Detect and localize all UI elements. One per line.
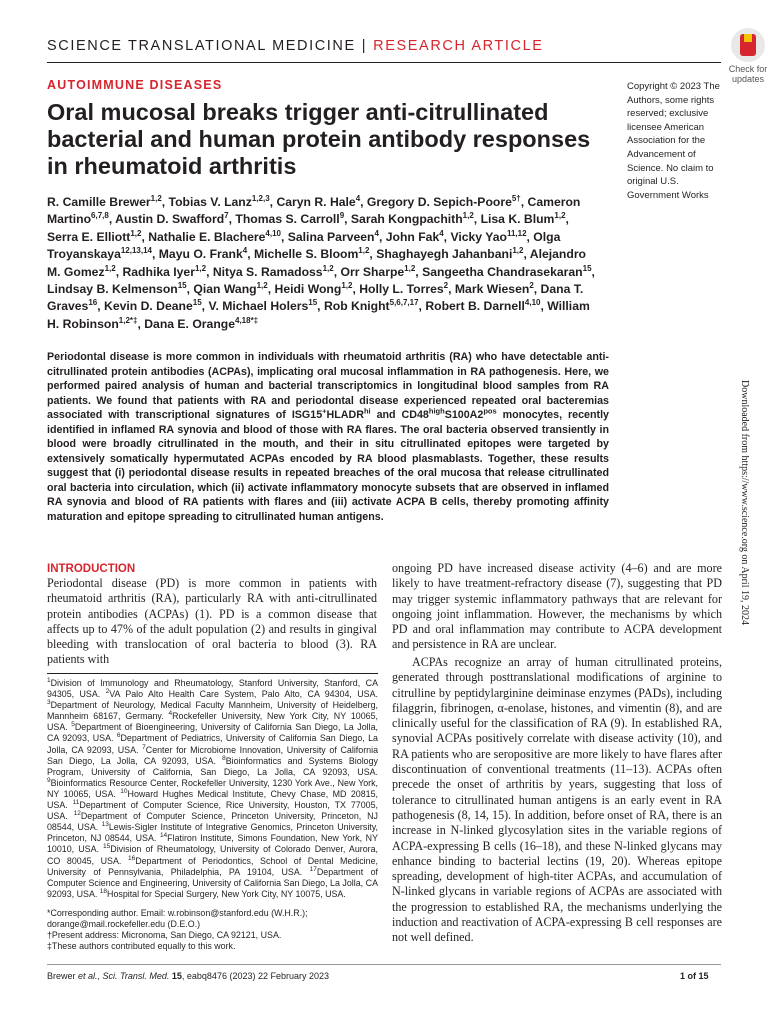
author-name[interactable]: Holly L. Torres [359, 282, 444, 297]
author-affiliation: 15 [177, 280, 187, 290]
corresponding-author-note: *Corresponding author. Email: w.robinson@stanford.edu (W.H.R.); dorange@mail.rockefeller.edu (D.E.O.) [47, 908, 308, 930]
author-affiliation: 1,2 [554, 211, 566, 221]
author-affiliation: 1,2 [462, 211, 474, 221]
author-name[interactable]: Kevin D. Deane [104, 299, 193, 314]
page-number: 1 of 15 [680, 971, 709, 981]
author-name[interactable]: Mark Wiesen [454, 282, 530, 297]
author-affiliation: 1,2 [358, 246, 370, 256]
author-name[interactable]: Robert B. Darnell [425, 299, 525, 314]
author-affiliation: 15 [192, 298, 202, 308]
affiliation-text: Division of Immunology and Rheumatology, Stanford University, Stanford, CA 94305, USA. [47, 678, 378, 700]
present-address-note: †Present address: Micronoma, San Diego, CA 92121, USA. [47, 930, 282, 941]
author-name[interactable]: R. Camille Brewer [47, 195, 151, 209]
author-affiliation: 5† [511, 193, 521, 203]
author-affiliation: 4 [439, 228, 444, 238]
affiliation-text: Howard Hughes Medical Institute, Chevy Chase, MD 20815, USA. [47, 788, 378, 811]
author-name[interactable]: Olga Troyanskaya [47, 229, 561, 262]
affiliation-number: 7 [142, 743, 146, 751]
intro-paragraph-col1: Periodontal disease (PD) is more common in patients with rheumatoid arthritis (RA), particularly RA with anti-citrullinated protein antibodies (ACPAs) (1). PD is a common disease that affects up to 47% of the adult population (2) and results in gingival bleeding with translocation of oral bacteria to blood (3). RA patients with [47, 576, 377, 667]
affiliation-number: 8 [222, 754, 226, 762]
journal-header [47, 38, 544, 54]
author-affiliation: 1,2 [256, 280, 268, 290]
author-affiliation: 1,2*‡ [118, 315, 138, 325]
affiliation-text: Division of Rheumatology, University of Colorado Denver, Aurora, CO 80045, USA. [47, 844, 378, 866]
author-affiliation: 1,2 [104, 263, 116, 273]
author-affiliation: 4 [355, 193, 361, 203]
author-name[interactable]: Qian Wang [193, 282, 257, 297]
introduction-heading: INTRODUCTION [47, 563, 136, 575]
author-affiliation: 4 [374, 228, 379, 238]
affiliation-text: Department of Computer Science and Engineering, University of California San Diego, La Jolla, CA 92093, USA. [47, 866, 378, 899]
affiliation-text: Rockefeller University, New York City, NY 10065, USA. [47, 711, 378, 733]
footer-citation: Brewer et al., Sci. Transl. Med. 15, eabq8476 (2023) 22 February 2023 [47, 971, 330, 981]
copyright-notice: Copyright © 2023 The Authors, some rights reserved; exclusive licensee American Association for the Advancement of Science. No claim to original U.S. Government Works [627, 81, 720, 201]
author-affiliation: 1,2 [404, 263, 416, 273]
author-affiliation: 11,12 [506, 228, 527, 238]
author-affiliation: 1,2 [341, 280, 353, 290]
author-affiliation: 1,2 [150, 193, 162, 203]
author-name[interactable]: Cameron Martino [47, 195, 581, 227]
affiliation-number: 17 [309, 865, 317, 873]
affiliation-number: 6 [116, 732, 121, 740]
author-name[interactable]: Dana E. Orange [144, 316, 235, 331]
affiliation-text: Bioinformatics and Systems Biology Program, University of California, San Diego, La Jolla, CA 92093, USA. [47, 755, 378, 777]
author-affiliation: 4 [242, 246, 248, 256]
affiliation-rule [47, 673, 378, 674]
affiliation-number: 1 [47, 677, 51, 685]
author-name[interactable]: Salina Parveen [287, 229, 375, 244]
download-note: Downloaded from https://www.science.org on April 19, 2024 [739, 380, 750, 625]
affiliation-text: Department of Computer Science, Rice University, Houston, TX 77005, USA. [47, 800, 378, 822]
intro-paragraph-acpa: ACPAs recognize an array of human citrullinated proteins, generated through posttranslational modifications of arginine to citrulline by peptidylarginine deiminase enzymes (PADs), including filaggrin, fibrinogen, α-enolase, histones, and vimentin (8), and are clinically useful for the classification of RA (9). In established RA, synovial ACPAs positively correlate with disease activity (10), and RA patients who are seropositive are more likely to have flares after discontinuation of conventional treatments (11–13). ACPAs often precede the onset of arthritis by years, suggesting that loss of tolerance to citrullinated human antigens is an early event in RA pathogenesis (8, 14, 15). In addition, before onset of RA, there is an increase in N-linked glycosylation sites in the variable regions of ACPA-expressing B cells (16–18), and these N-linked glycans may enhance binding to bacterial lectins (19, 20). Whereas epitope spreading, development of high-titer ACPAs, and accumulation of N-linked glycans in variable regions of ACPAs are associated with the progression to established RA, the mechanisms underlying the induction and reactivation of ACPA-expressing B cell responses are not well defined. [392, 655, 722, 945]
author-affiliation: 16 [88, 298, 98, 308]
article-type: RESEARCH ARTICLE [373, 38, 544, 54]
affiliation-text: Department of Periodontics, School of Dental Medicine, University of Pennsylvania, Philadelphia, PA 19104, USA. [47, 855, 378, 877]
header-rule [47, 62, 721, 63]
check-for-updates-label: Check for updates [728, 64, 768, 84]
footer-rule [47, 964, 721, 965]
author-name[interactable]: Alejandro M. Gomez [47, 247, 587, 279]
author-name[interactable]: Serra E. Elliott [47, 229, 131, 244]
author-affiliation: 4,18*‡ [235, 315, 259, 325]
author-list: R. Camille Brewer$^{1,2}$, Tobias V. Lanz$^{1,2,3}$, Caryn R. Hale$^4$, Gregory D. Sepich-Poore$^{5\dagger}$, Cameron Martino$^{6,7,8}$, Austin D. Swafford$^7$, Thomas S. Carroll$^9$, Sarah Kongpachith$^{1,2}$, Lisa K. Blum$^{1,2}$, Serra E. Elliott$^{1,2}$, Nathalie E. Blachere$^{4,10}$, Salina Parveen$^4$, John Fak$^4$, Vicky Yao$^{11,12}$, Olga Troyanskaya$^{12,13,14}$, Mayu O. Frank$^4$, Michelle S. Bloom$^{1,2}$, Shaghayegh Jahanbani$^{1,2}$, Alejandro M. Gomez$^{1,2}$, Radhika Iyer$^{1,2}$, Nitya S. Ramadoss$^{1,2}$, Orr Sharpe$^{1,2}$, Sangeetha Chandrasekaran$^{15}$, Lindsay B. Kelmenson$^{15}$, Qian Wang$^{1,2}$, Heidi Wong$^{1,2}$, Holly L. Torres$^2$, Mark Wiesen$^2$, Dana T. Graves$^{16}$, Kevin D. Deane$^{15}$, V. Michael Holers$^{15}$, Rob Knight$^{5,6,7,17}$, Robert B. Darnell$^{4,10}$, William H. Robinson$^{1,2*\ddagger}$, Dana E. Orange$^{4,18*\ddagger}$ [47, 193, 595, 331]
author-name[interactable]: Heidi Wong [274, 282, 342, 297]
author-affiliation: 1,2 [194, 263, 207, 273]
author-affiliation: 7 [224, 211, 229, 221]
affiliation-number: 2 [105, 688, 110, 696]
affiliation-number: 9 [47, 776, 51, 784]
affiliation-number: 3 [47, 699, 51, 707]
author-name[interactable]: Tobias V. Lanz [168, 195, 252, 209]
affiliation-text: Hospital for Special Surgery, New York City, NY 10075, USA. [107, 888, 346, 899]
affiliation-number: 18 [99, 887, 108, 895]
affiliation-number: 14 [159, 832, 168, 840]
bookmark-icon [731, 28, 765, 62]
author-name[interactable]: Vicky Yao [450, 229, 507, 244]
author-affiliation: 1,2 [130, 228, 142, 238]
author-name[interactable]: Lindsay B. Kelmenson [47, 282, 178, 297]
affiliation-text: Lewis-Sigler Institute of Integrative Genomics, Princeton University, Princeton, NJ 08544, USA. [47, 822, 378, 844]
author-affiliation: 5,6,7,17 [389, 298, 419, 308]
section-kicker: AUTOIMMUNE DISEASES [47, 78, 223, 92]
author-name[interactable]: Michelle S. Bloom [254, 247, 359, 262]
affiliation-text: Department of Neurology, Medical Faculty Mannheim, University of Heidelberg, Mannheim 68167, Germany. [47, 700, 378, 722]
affiliation-number: 4 [168, 710, 173, 718]
author-name[interactable]: Nathalie E. Blachere [148, 229, 266, 244]
author-name[interactable]: Gregory D. Sepich-Poore [366, 195, 512, 209]
author-affiliation: 6,7,8 [91, 211, 109, 221]
intro-paragraph-col2: ongoing PD have increased disease activity (4–6) and are more likely to have treatment-refractory disease (7), suggesting that PD may trigger systemic inflammatory pathways that are relevant for ongoing joint inflammation. However, the mechanisms by which PD and oral inflammation may contribute to ACPA development and persistence in RA are unclear. [392, 561, 722, 652]
affiliation-number: 12 [73, 810, 81, 818]
author-name[interactable]: William H. Robinson [47, 299, 590, 331]
author-affiliation: 9 [339, 211, 345, 221]
affiliations [47, 678, 378, 900]
affiliation-text: Department of Bioengineering, University of California San Diego, La Jolla, CA 92093, USA. [47, 722, 378, 744]
author-notes [47, 908, 378, 952]
abstract: Periodontal disease is more common in individuals with rheumatoid arthritis (RA) who have detectable anti-citrullinated protein antibodies (ACPAs), implicating oral mucosal inflammation in RA pathogenesis. Here, we performed paired analysis of human and bacterial transcriptomics in longitudinal blood samples from RA patients. We found that patients with RA and periodontal disease experienced repeated oral bacteremias associated with transcriptional signatures of $ISG15^+HLADR^{hi}$ and $CD48^{high}S100A2^{pos}$ monocytes, recently identified in inflamed RA synovia and blood of those with RA flares. The oral bacteria observed transiently in blood were broadly citrullinated in the mouth, and their in situ citrullinated epitopes were targeted by extensively somatically hypermutated ACPAs encoded by RA blood plasmablasts. Together, these results suggest that (i) periodontal disease results in repeated breaches of the oral mucosa that release citrullinated oral bacteria into circulation, which (ii) activate inflammatory monocyte subsets that are observed in inflamed RA synovia and blood of RA patients with flares and (iii) activate ACPA B cells, thereby promoting affinity maturation and epitope spreading to citrullinated human antigens. [47, 351, 609, 523]
affiliation-text: Department of Computer Science, Princeton University, Princeton, NJ 08544, USA. [47, 811, 378, 833]
author-name[interactable]: Thomas S. Carroll [235, 212, 340, 227]
author-name[interactable]: Austin D. Swafford [115, 212, 225, 227]
author-name[interactable]: Mayu O. Frank [158, 247, 243, 262]
author-affiliation: 1,2 [512, 246, 524, 256]
author-name[interactable]: Sarah Kongpachith [350, 212, 463, 227]
author-affiliation: 15 [582, 263, 592, 273]
affiliation-number: 5 [71, 721, 75, 729]
author-name[interactable]: V. Michael Holers [208, 299, 309, 314]
affiliation-text: VA Palo Alto Health Care System, Palo Alto, CA 94304, USA. [109, 689, 378, 700]
affiliation-text: Bioinformatics Resource Center, Rockefeller University, 1230 York Ave., New York, NY 10065, USA. [47, 777, 378, 799]
author-affiliation: 4,10 [524, 298, 541, 308]
author-name[interactable]: Lisa K. Blum [480, 212, 555, 227]
affiliation-number: 15 [103, 843, 111, 851]
author-affiliation: 12,13,14 [120, 246, 152, 256]
author-name[interactable]: Caryn R. Hale [276, 195, 356, 209]
check-for-updates-button[interactable] [722, 28, 768, 84]
author-name[interactable]: Orr Sharpe [340, 264, 405, 279]
author-affiliation: 2 [443, 280, 449, 290]
article-title: Oral mucosal breaks trigger anti-citrullinated bacterial and human protein antibody responses in rheumatoid arthritis [47, 99, 591, 179]
equal-contribution-note: ‡These authors contributed equally to this work. [47, 941, 236, 952]
author-name[interactable]: Shaghayegh Jahanbani [376, 247, 513, 262]
author-name[interactable]: Radhika Iyer [122, 264, 195, 279]
author-name[interactable]: John Fak [385, 229, 440, 244]
author-name[interactable]: Sangeetha Chandrasekaran [422, 264, 583, 279]
affiliation-number: 10 [120, 787, 128, 795]
author-affiliation: 1,2 [322, 263, 334, 273]
author-name[interactable]: Dana T. Graves [47, 282, 584, 314]
author-affiliation: 1,2,3 [251, 193, 270, 203]
author-name[interactable]: Nitya S. Ramadoss [212, 264, 323, 279]
affiliation-number: 11 [72, 799, 80, 807]
journal-name: SCIENCE TRANSLATIONAL MEDICINE [47, 38, 356, 54]
affiliation-text: Center for Microbiome Innovation, University of California San Diego, La Jolla, CA 92093, USA. [47, 744, 379, 766]
affiliation-text: Flatiron Institute, Simons Foundation, New York, NY 10010, USA. [47, 833, 378, 855]
affiliation-text: Department of Pediatrics, University of California San Diego, La Jolla, CA 92093, USA. [47, 733, 378, 755]
affiliation-number: 13 [101, 821, 109, 829]
author-affiliation: 4,10 [265, 228, 281, 238]
affiliation-number: 16 [127, 854, 136, 862]
author-affiliation: 15 [308, 298, 318, 308]
author-name[interactable]: Rob Knight [323, 299, 390, 314]
author-affiliation: 2 [529, 280, 534, 290]
header-separator: | [361, 38, 368, 54]
